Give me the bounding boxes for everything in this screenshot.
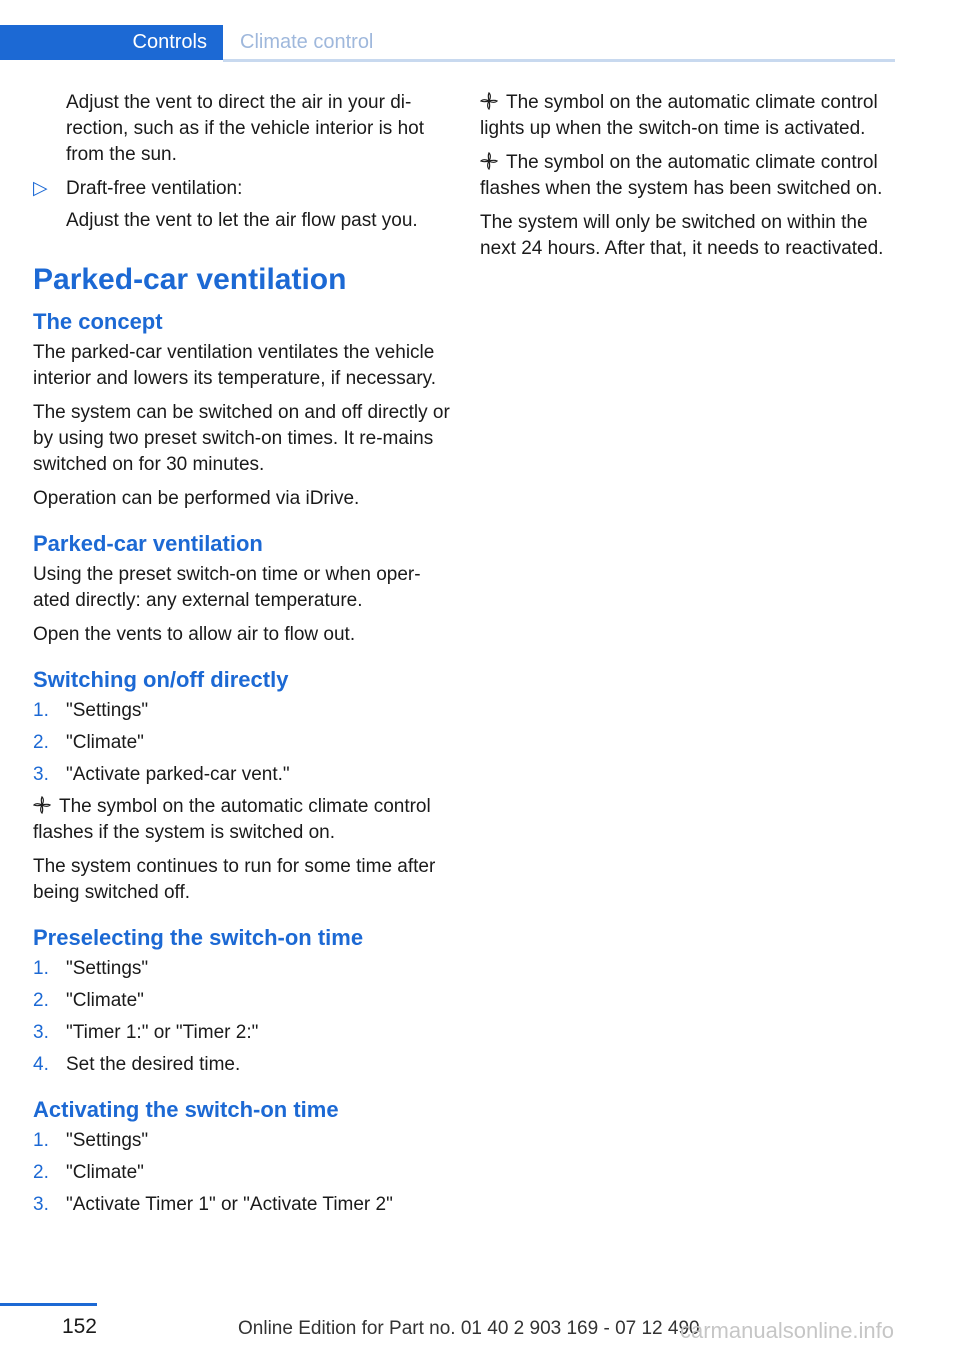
right-text-1: The symbol on the automatic climate control lights up when the switch-on time is activated. <box>480 92 878 139</box>
intro-paragraph: Adjust the vent to direct the air in your di- rection, such as if the vehicle interior is hot from the sun. <box>66 92 425 165</box>
step-number: 2. <box>33 732 49 753</box>
step-text: "Timer 1:" or "Timer 2:" <box>66 1022 259 1043</box>
step-text: "Settings" <box>66 958 149 979</box>
list-item <box>33 1128 453 1154</box>
list-item <box>33 1052 453 1078</box>
switching-after-paragraph: The system continues to run for some time after being switched off. <box>33 856 436 903</box>
section-tab-climate-control[interactable]: Climate control <box>240 31 374 53</box>
header-divider <box>223 59 895 62</box>
right-text-2: The symbol on the automatic climate control flashes when the system has been switched on. <box>480 152 883 199</box>
preselecting-heading: Preselecting the switch-on time <box>33 925 364 950</box>
step-number: 3. <box>33 1022 49 1043</box>
bullet-text: Adjust the vent to let the air flow past you. <box>66 210 418 231</box>
fan-icon <box>33 796 51 814</box>
step-text: "Settings" <box>66 1130 149 1151</box>
activating-heading: Activating the switch-on time <box>33 1097 339 1122</box>
page-number: 152 <box>61 1315 97 1338</box>
step-number: 3. <box>33 1194 49 1215</box>
concept-paragraph-2: The system can be switched on and off directly or by using two preset switch-on times. It re-mains switched on for 30 minutes. <box>33 402 450 475</box>
step-text: "Activate Timer 1" or "Activate Timer 2" <box>66 1194 393 1215</box>
right-paragraph-1 <box>480 90 900 142</box>
step-number: 4. <box>33 1054 49 1075</box>
watermark: carmanualsonline.info <box>680 1318 895 1343</box>
step-text: Set the desired time. <box>66 1054 241 1075</box>
left-column <box>33 90 453 1224</box>
list-item <box>33 730 453 756</box>
step-text: "Climate" <box>66 732 144 753</box>
concept-paragraph-1: The parked-car ventilation ventilates the vehicle interior and lowers its temperature, if necessary. <box>33 342 437 389</box>
ventilation-paragraph-1: Using the preset switch-on time or when oper-ated directly: any external temperature. <box>33 564 421 611</box>
step-number: 1. <box>33 700 49 721</box>
activating-steps <box>33 1128 453 1218</box>
step-number: 1. <box>33 958 49 979</box>
step-number: 2. <box>33 1162 49 1183</box>
triangle-bullet-icon: ▷ <box>33 178 48 199</box>
ventilation-heading: Parked-car ventilation <box>33 531 263 556</box>
section-title: Parked-car ventilation <box>33 263 347 296</box>
step-text: "Climate" <box>66 990 144 1011</box>
list-item <box>33 698 453 724</box>
step-text: "Activate parked-car vent." <box>66 764 290 785</box>
step-number: 1. <box>33 1130 49 1151</box>
step-number: 2. <box>33 990 49 1011</box>
step-number: 3. <box>33 764 49 785</box>
preselecting-steps <box>33 956 453 1078</box>
step-text: "Settings" <box>66 700 149 721</box>
list-item <box>33 1020 453 1046</box>
right-paragraph-2 <box>480 150 900 202</box>
list-item <box>33 956 453 982</box>
list-item <box>33 1192 453 1218</box>
edition-footer: Online Edition for Part no. 01 40 2 903 169 - 07 12 490 <box>238 1318 700 1339</box>
page-number-bar <box>0 1303 97 1306</box>
list-item <box>33 762 453 788</box>
step-text: "Climate" <box>66 1162 144 1183</box>
right-paragraph-3: The system will only be switched on within the next 24 hours. After that, it needs to reactivated. <box>480 212 884 259</box>
list-item <box>33 1160 453 1186</box>
fan-icon <box>480 92 498 110</box>
switching-steps <box>33 698 453 788</box>
concept-heading: The concept <box>33 309 163 334</box>
list-item <box>33 988 453 1014</box>
symbol-paragraph <box>33 794 453 846</box>
symbol-text: The symbol on the automatic climate control flashes if the system is switched on. <box>33 796 431 843</box>
page-header <box>0 25 895 62</box>
bullet-label: Draft-free ventilation: <box>66 178 243 199</box>
switching-heading: Switching on/off directly <box>33 667 289 692</box>
fan-icon <box>480 152 498 170</box>
ventilation-paragraph-2: Open the vents to allow air to flow out. <box>33 624 356 645</box>
section-tab-controls[interactable]: Controls <box>0 25 223 60</box>
bullet-item <box>33 176 453 234</box>
right-column <box>480 90 900 270</box>
concept-paragraph-3: Operation can be performed via iDrive. <box>33 488 360 509</box>
